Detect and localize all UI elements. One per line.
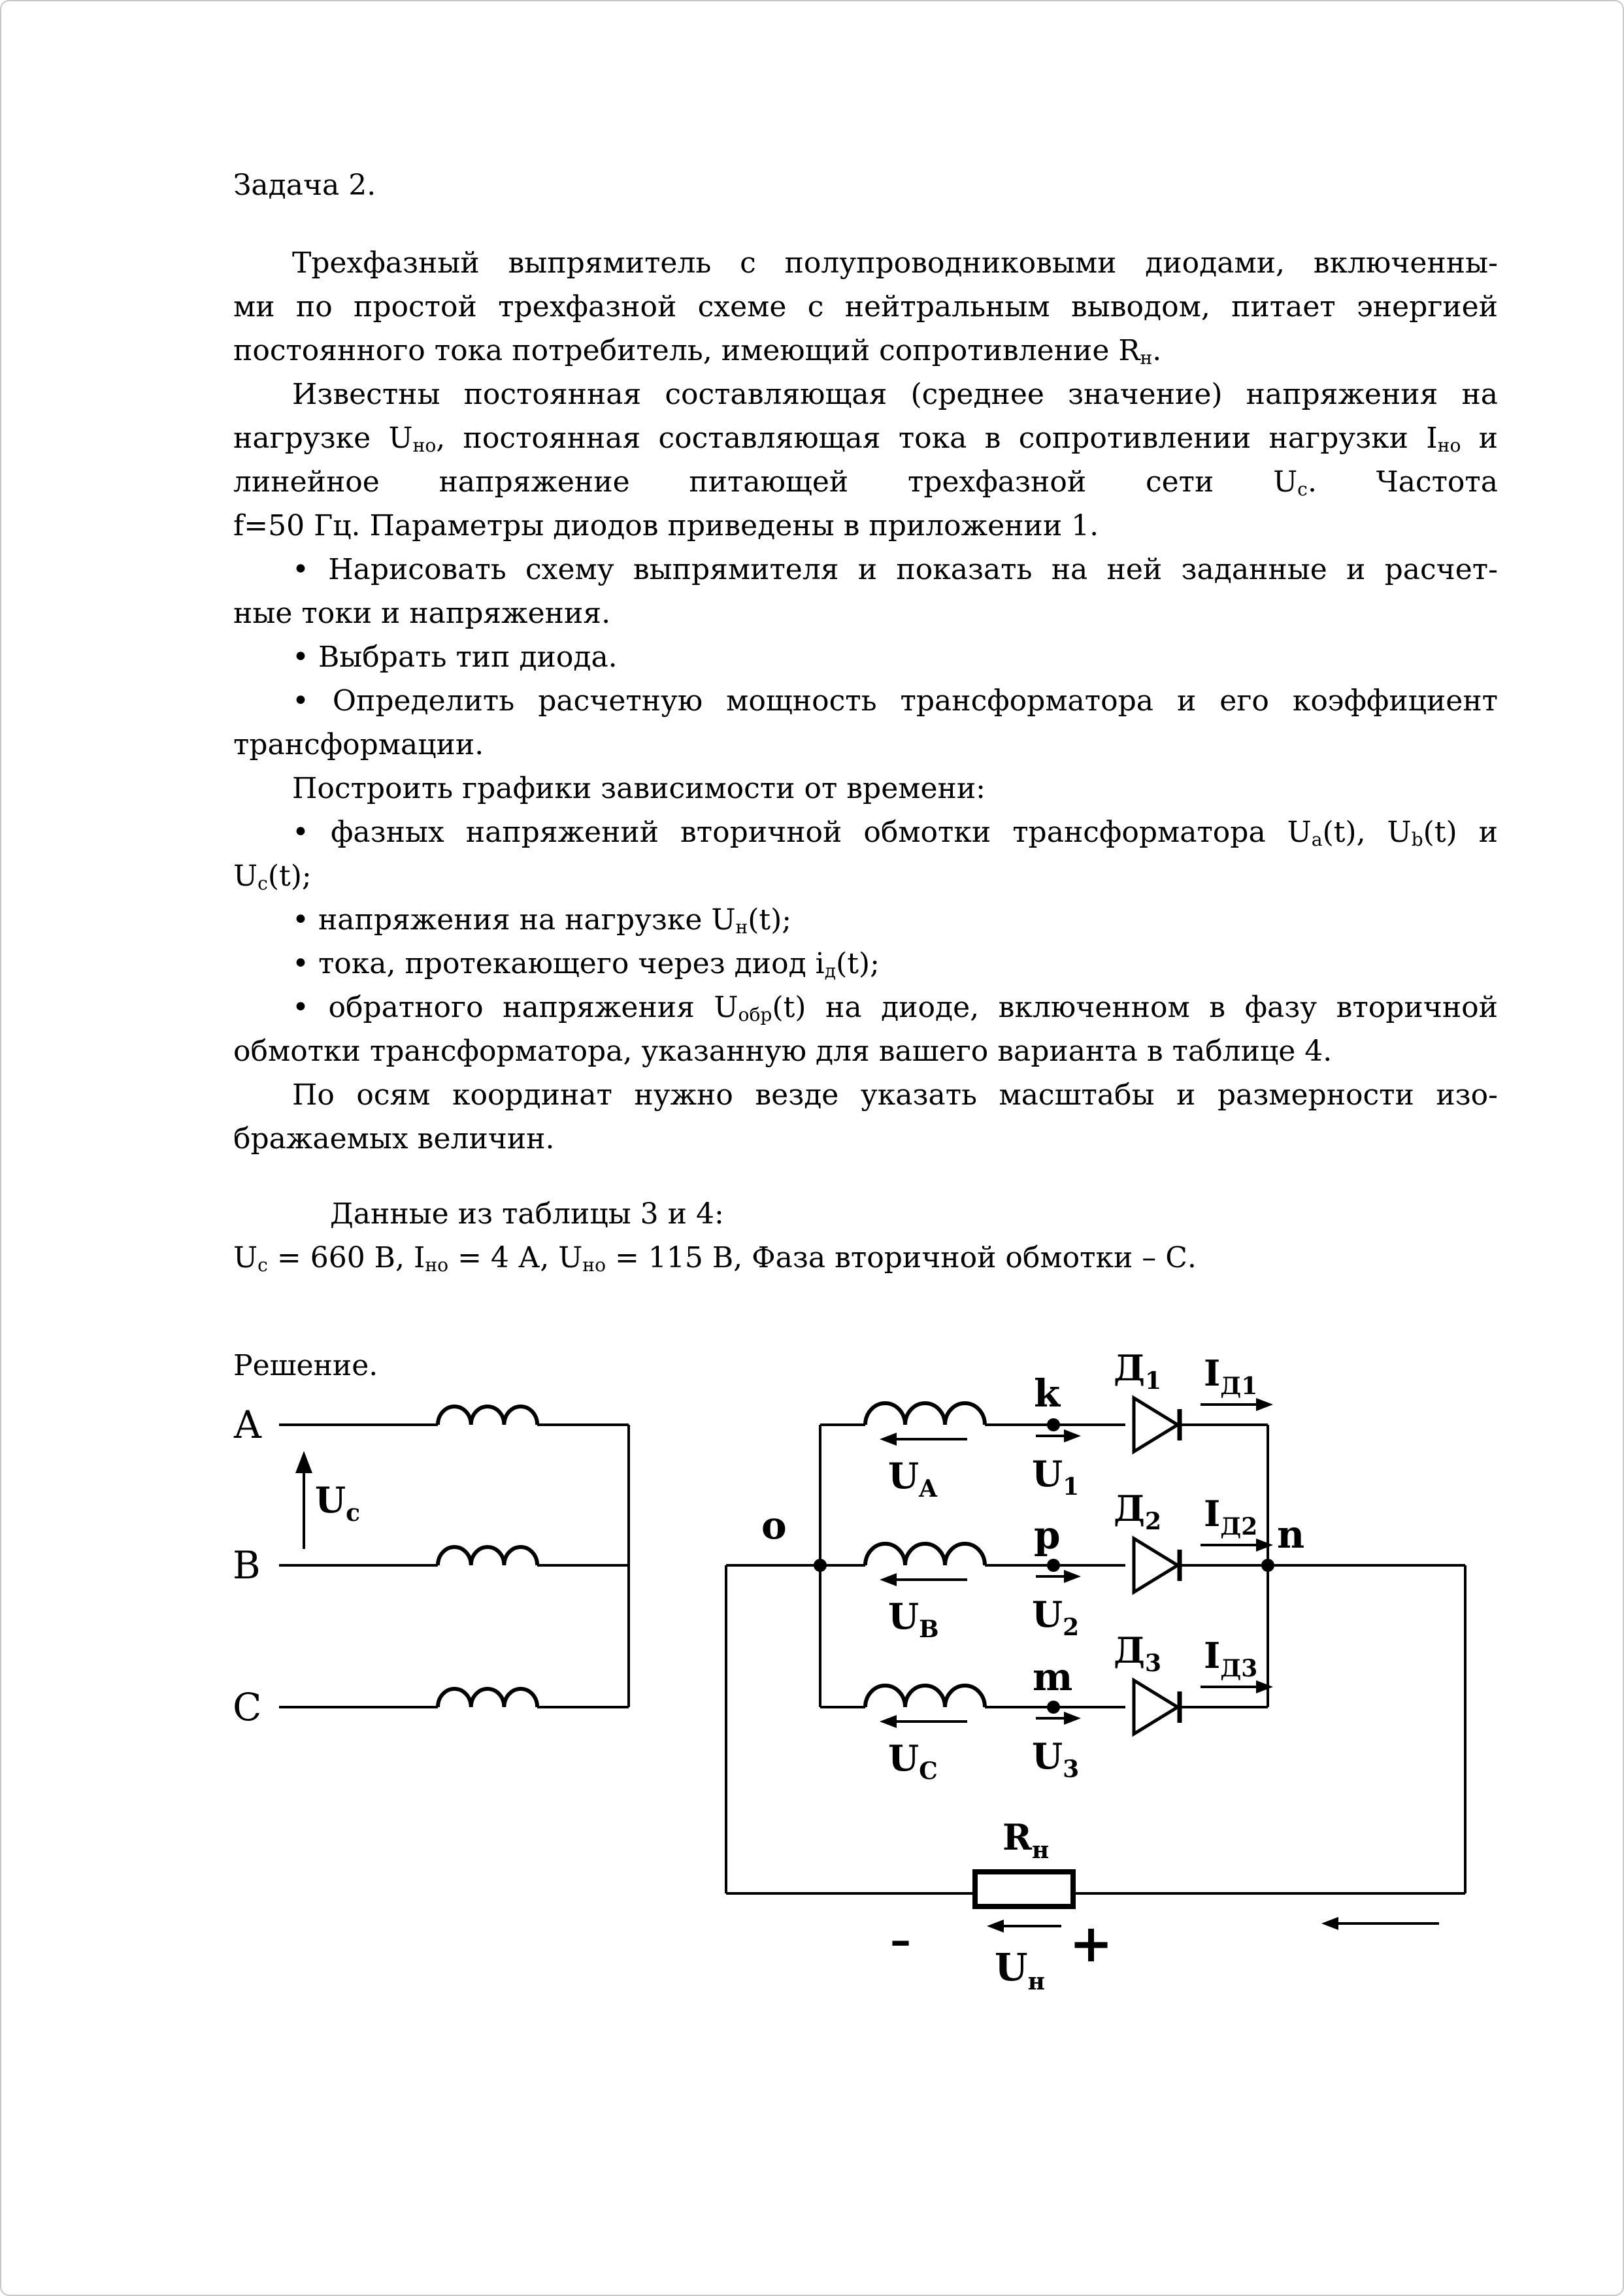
- plus-sign: +: [1069, 1912, 1114, 1974]
- uc-voltage-arrow: [295, 1451, 360, 1549]
- secondary-side: [761, 1347, 1304, 1785]
- data-values-line: [233, 1236, 1498, 1280]
- text-line: ные токи и напряжения.: [233, 597, 611, 630]
- winding-b-label: $U_B$: [888, 1595, 939, 1643]
- text-line: Данные из таблицы 3 и 4:: [330, 1197, 724, 1231]
- secondary-coil-c: [865, 1686, 985, 1707]
- secondary-branch-b: [820, 1488, 1273, 1643]
- text-line: линейное напряжение питающей трехфазной сети $U_c$. Частота: [233, 465, 1498, 501]
- bullet-phase-voltages: [233, 810, 1498, 898]
- id3-arrow-head: [1256, 1680, 1273, 1693]
- given-paragraph: [233, 373, 1498, 548]
- un-arrow-head: [987, 1920, 1004, 1933]
- diode-2-triangle: [1134, 1539, 1178, 1592]
- load-loop: [726, 1565, 1465, 1995]
- node-o-label: o: [761, 1503, 787, 1548]
- text-line: нагрузке $U_{но}$, постоянная составляющая тока в сопротивлении нагрузки $I_{но}$ и: [233, 422, 1498, 457]
- bullet-reverse-voltage: [233, 986, 1498, 1073]
- tap-k-arrow-head: [1064, 1429, 1081, 1442]
- node-n-label: n: [1277, 1512, 1305, 1557]
- diode-2-label: $Д_2$: [1114, 1488, 1162, 1535]
- winding-a-label: $U_A$: [888, 1455, 938, 1503]
- text-line: Построить графики зависимости от времени:: [292, 772, 986, 805]
- phase-b-label: B: [233, 1543, 261, 1588]
- id2-arrow-head: [1256, 1539, 1273, 1552]
- winding-c-label: $U_C$: [888, 1737, 938, 1785]
- secondary-coil-b: [865, 1544, 985, 1565]
- minus-sign: –: [890, 1916, 911, 1965]
- diode-1-triangle: [1134, 1398, 1178, 1452]
- diode-3-label: $Д_3$: [1114, 1629, 1162, 1677]
- text-line: трансформации.: [233, 728, 484, 761]
- text-line: По осям координат нужно везде указать масштабы и размерности изо-: [292, 1078, 1498, 1112]
- primary-coil-c: [438, 1689, 537, 1707]
- tap-p-arrow-head: [1064, 1570, 1081, 1583]
- tap-u3-label: $U_3$: [1032, 1735, 1080, 1783]
- load-current-arrow-head: [1321, 1917, 1338, 1930]
- text-line: постоянного тока потребитель, имеющий сопротивление $R_н$.: [233, 334, 1162, 369]
- bullet-load-voltage: [233, 898, 1498, 942]
- task-title: [233, 163, 1498, 207]
- bullet-diode-current: [233, 942, 1498, 986]
- text-line: • фазных напряжений вторичной обмотки трансформатора $U_a(t)$, $U_b(t)$ и: [292, 816, 1498, 851]
- data-tables-label: [233, 1192, 1498, 1236]
- current-id1-label: $I_{Д1}$: [1204, 1352, 1258, 1400]
- secondary-branch-a: [820, 1347, 1273, 1503]
- id1-arrow-head: [1256, 1398, 1273, 1411]
- node-k-label: k: [1034, 1371, 1061, 1416]
- text-line: обмотки трансформатора, указанную для вашего варианта в таблице 4.: [233, 1035, 1333, 1068]
- text-line: бражаемых величин.: [233, 1122, 555, 1156]
- node-m-dot: [1047, 1701, 1060, 1714]
- phase-a-label: A: [234, 1403, 261, 1447]
- text-line: Задача 2.: [233, 169, 376, 202]
- text-line: $U_c(t)$;: [233, 859, 312, 895]
- tap-m-arrow-head: [1064, 1712, 1081, 1725]
- tap-u2-label: $U_2$: [1032, 1593, 1080, 1641]
- primary-coil-a: [438, 1406, 537, 1425]
- diode-3-triangle: [1134, 1680, 1178, 1734]
- node-m-label: m: [1033, 1655, 1073, 1699]
- winding-c-arrow-head: [880, 1715, 897, 1728]
- text-line: • тока, протекающего через диод $i_д(t)$;: [292, 947, 880, 982]
- primary-side: [233, 1403, 629, 1729]
- uc-arrow-head: [295, 1451, 312, 1473]
- node-p-dot: [1047, 1559, 1060, 1572]
- current-id3-label: $I_{Д3}$: [1204, 1635, 1258, 1682]
- bullet-choose-diode: [233, 635, 1498, 679]
- load-resistor: [975, 1872, 1073, 1906]
- text-line: f=50 Гц. Параметры диодов приведены в приложении 1.: [233, 509, 1099, 542]
- text-line: ми по простой трехфазной схеме с нейтральным выводом, питает энергией: [233, 290, 1498, 324]
- load-resistor-label: $R_н$: [1003, 1816, 1050, 1864]
- primary-coil-b: [438, 1547, 537, 1565]
- text-line: • Выбрать тип диода.: [292, 641, 618, 674]
- plot-graphs-paragraph: [233, 767, 1498, 810]
- document-text: [233, 163, 1498, 1388]
- node-k-dot: [1047, 1418, 1060, 1431]
- secondary-branch-c: [820, 1629, 1273, 1785]
- text-line: • Нарисовать схему выпрямителя и показать на ней заданные и расчет-: [292, 553, 1498, 586]
- bullet-draw-scheme: [233, 548, 1498, 635]
- text-line: • обратного напряжения $U_{обр}(t)$ на диоде, включенном в фазу вторичной: [292, 991, 1499, 1026]
- tap-u1-label: $U_1$: [1032, 1453, 1080, 1501]
- secondary-coil-a: [865, 1403, 985, 1425]
- diode-1-label: $Д_1$: [1114, 1347, 1162, 1395]
- current-id2-label: $I_{Д2}$: [1204, 1493, 1258, 1540]
- axes-note-paragraph: [233, 1073, 1498, 1161]
- phase-c-label: C: [233, 1685, 262, 1729]
- text-line: Трехфазный выпрямитель с полупроводниковыми диодами, включенны-: [292, 246, 1498, 280]
- load-voltage-label: $U_н$: [995, 1945, 1045, 1995]
- uc-voltage-label: $U_c$: [315, 1479, 361, 1527]
- text-line: Известны постоянная составляющая (среднее значение) напряжения на: [292, 378, 1498, 411]
- bullet-transformer-power: [233, 679, 1498, 767]
- node-p-label: p: [1034, 1513, 1061, 1557]
- rectifier-circuit-diagram: [210, 1335, 1557, 2027]
- text-line: • Определить расчетную мощность трансформатора и его коэффициент: [292, 684, 1498, 718]
- text-line: Решение.: [233, 1349, 378, 1382]
- intro-paragraph: [233, 241, 1498, 373]
- winding-b-arrow-head: [880, 1573, 897, 1586]
- text-line: $U_c = 660$ В, $I_{но} = 4$ А, $U_{но} = 115$ В, Фаза вторичной обмотки – С.: [233, 1241, 1197, 1276]
- winding-a-arrow-head: [880, 1433, 897, 1446]
- text-line: • напряжения на нагрузке $U_н(t)$;: [292, 903, 792, 939]
